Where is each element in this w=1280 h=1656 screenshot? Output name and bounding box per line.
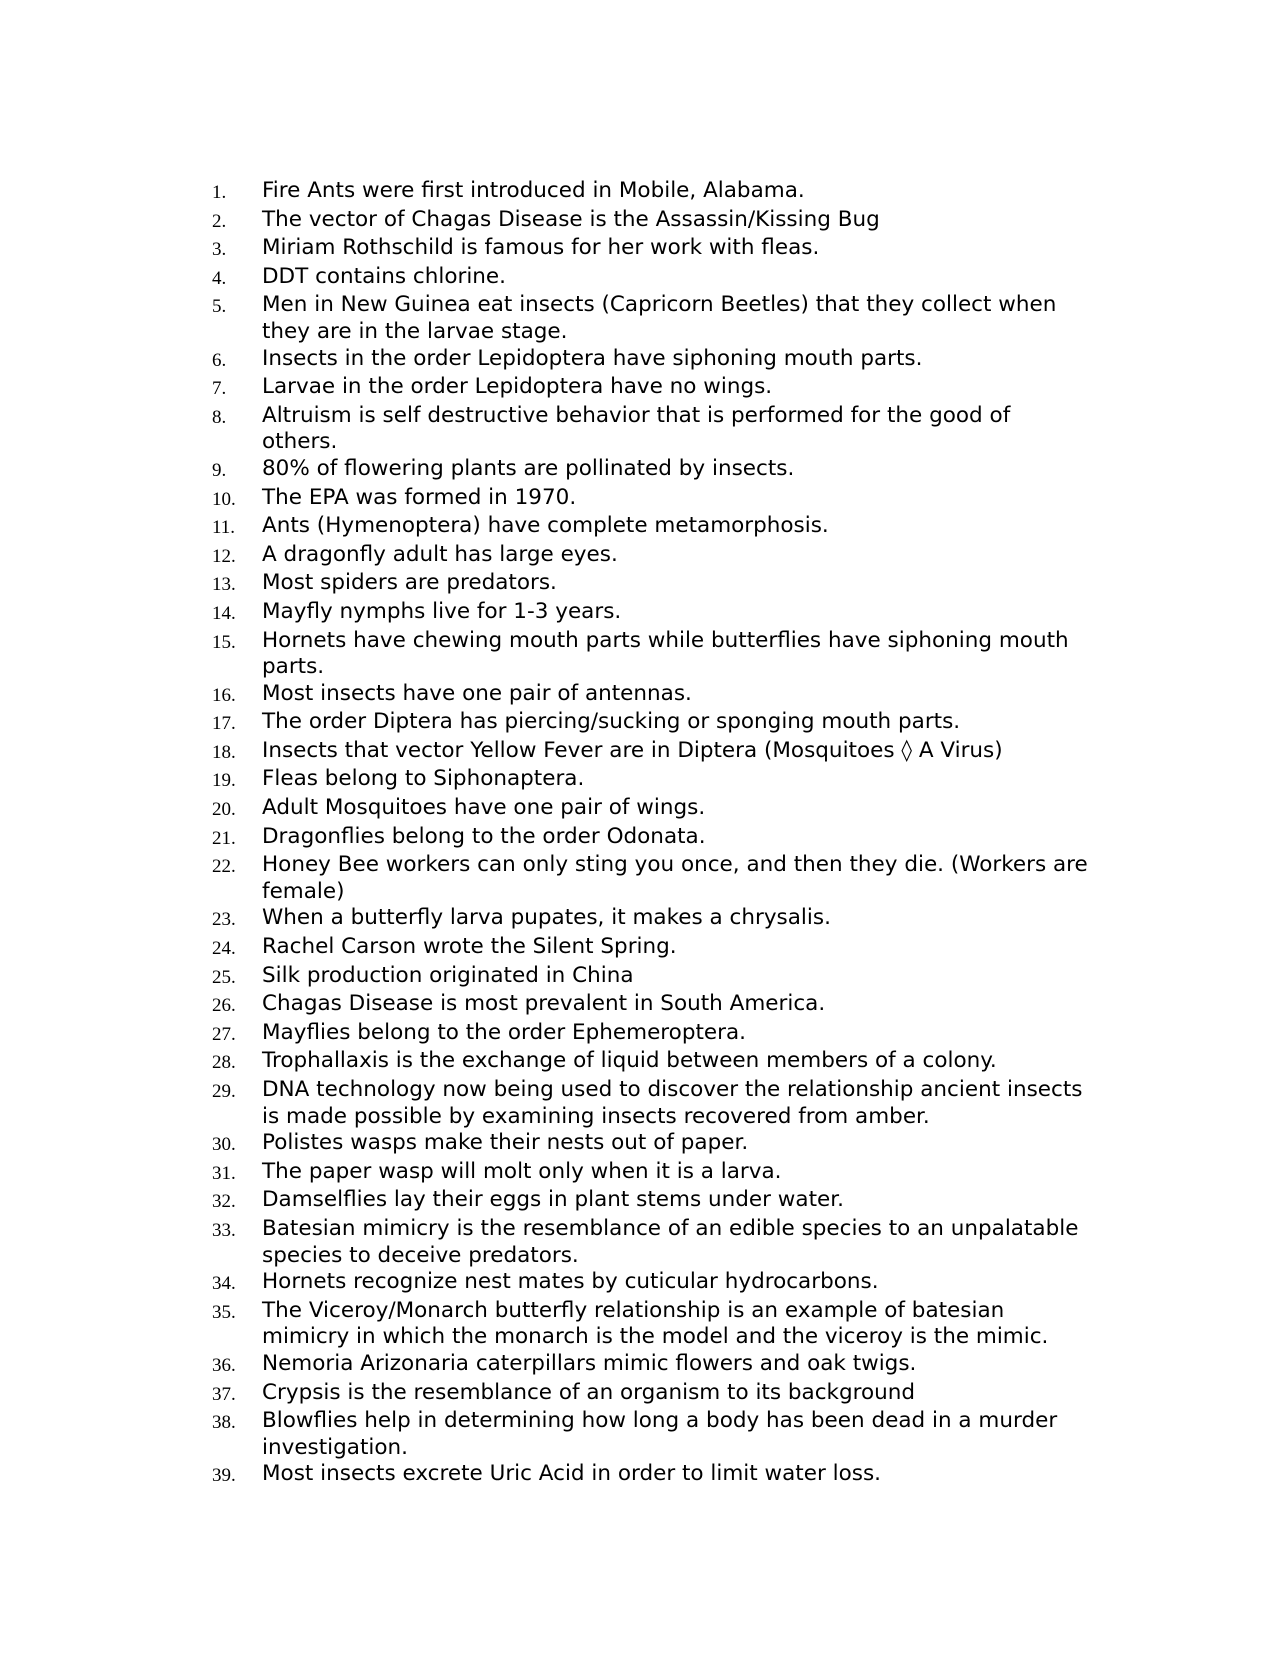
list-item [212, 824, 1092, 853]
list-item [212, 709, 1092, 738]
list-item-text: Silk production originated in China [262, 962, 634, 988]
list-item-number: 18. [212, 741, 236, 763]
list-item-number: 5. [212, 296, 227, 318]
list-item [212, 599, 1092, 628]
list-item [212, 1380, 1092, 1409]
list-item-number: 7. [212, 378, 227, 400]
list-item-text: DNA technology now being used to discover the relationship ancient insects is made possible by examining insects recovered from amber. [262, 1077, 1083, 1129]
list-item-text: Mayflies belong to the order Ephemeroptera. [262, 1019, 746, 1045]
list-item-text: Trophallaxis is the exchange of liquid between members of a colony. [262, 1048, 997, 1074]
list-item [212, 1187, 1092, 1216]
list-item-text: Men in New Guinea eat insects (Capricorn Beetles) that they collect when they are in the larvae stage. [262, 292, 1057, 344]
list-item-number: 21. [212, 827, 236, 849]
list-item-text: A dragonfly adult has large eyes. [262, 541, 618, 567]
list-item-number: 38. [212, 1412, 236, 1434]
list-item [212, 178, 1092, 207]
list-item-number: 1. [212, 182, 227, 203]
list-item [212, 292, 1092, 345]
list-item [212, 346, 1092, 375]
list-item-text: When a butterfly larva pupates, it makes a chrysalis. [262, 905, 831, 931]
list-item-number: 24. [212, 938, 236, 960]
list-item-number: 34. [212, 1273, 236, 1295]
list-item-number: 11. [212, 517, 236, 539]
list-item-text: 80% of flowering plants are pollinated by insects. [262, 455, 795, 481]
list-item-text: Nemoria Arizonaria caterpillars mimic flowers and oak twigs. [262, 1350, 917, 1376]
list-item-text: Damselflies lay their eggs in plant stems under water. [262, 1187, 844, 1213]
list-item-text: Blowflies help in determining how long a body has been dead in a murder investigation. [262, 1408, 1058, 1460]
list-item-number: 20. [212, 799, 236, 821]
list-item [212, 456, 1092, 485]
list-item-number: 22. [212, 856, 236, 878]
list-item-text: Chagas Disease is most prevalent in South America. [262, 991, 826, 1017]
list-item-number: 27. [212, 1023, 236, 1045]
list-item-text: The Viceroy/Monarch butterfly relationship is an example of batesian mimicry in which the monarch is the model and the viceroy is the mimic. [262, 1297, 1049, 1350]
list-item-text: The EPA was formed in 1970. [262, 484, 577, 510]
list-item-text: DDT contains chlorine. [262, 263, 506, 289]
list-item-text: Insects in the order Lepidoptera have siphoning mouth parts. [262, 345, 923, 371]
list-item [212, 738, 1092, 767]
list-item-text: Polistes wasps make their nests out of paper. [262, 1130, 749, 1156]
list-item [212, 905, 1092, 934]
list-item-text: Larvae in the order Lepidoptera have no wings. [262, 374, 773, 400]
list-item-number: 15. [212, 631, 236, 653]
list-item-number: 37. [212, 1383, 236, 1405]
list-item-number: 31. [212, 1162, 236, 1184]
list-item-number: 10. [212, 488, 236, 510]
list-item-text: Insects that vector Yellow Fever are in Diptera (Mosquitoes ◊ A Virus) [262, 737, 1003, 763]
list-item-text: Crypsis is the resemblance of an organism to its background [262, 1379, 916, 1405]
list-item-text: Hornets recognize nest mates by cuticular hydrocarbons. [262, 1269, 879, 1295]
list-item-number: 6. [212, 349, 227, 371]
list-item [212, 1077, 1092, 1130]
list-item [212, 795, 1092, 824]
list-item [212, 403, 1092, 456]
list-item [212, 542, 1092, 571]
list-item [212, 852, 1092, 905]
list-item-number: 12. [212, 545, 236, 567]
list-item [212, 963, 1092, 992]
list-item-number: 29. [212, 1081, 236, 1102]
list-item [212, 1298, 1092, 1351]
list-item-text: Altruism is self destructive behavior that is performed for the good of others. [262, 402, 1011, 455]
list-item-text: The order Diptera has piercing/sucking or sponging mouth parts. [262, 709, 961, 735]
list-item-number: 39. [212, 1465, 236, 1487]
list-item [212, 1159, 1092, 1188]
list-item-number: 25. [212, 966, 236, 988]
list-item-number: 26. [212, 995, 236, 1017]
list-item-text: Most insects have one pair of antennas. [262, 680, 692, 706]
list-item [212, 991, 1092, 1020]
list-item [212, 1269, 1092, 1298]
list-item [212, 628, 1092, 681]
list-item-number: 32. [212, 1191, 236, 1213]
list-item-number: 8. [212, 406, 227, 428]
list-item [212, 1351, 1092, 1380]
list-item [212, 485, 1092, 514]
list-item [212, 235, 1092, 264]
list-item [212, 1408, 1092, 1461]
list-item-number: 19. [212, 770, 236, 792]
list-item-number: 35. [212, 1301, 236, 1323]
list-item-text: The vector of Chagas Disease is the Assassin/Kissing Bug [262, 206, 880, 232]
list-item-number: 28. [212, 1052, 236, 1074]
list-item-text: Fire Ants were first introduced in Mobile, Alabama. [262, 178, 805, 203]
list-item [212, 1048, 1092, 1077]
list-item [212, 1020, 1092, 1049]
list-item-text: Miriam Rothschild is famous for her work with fleas. [262, 235, 820, 261]
list-item [212, 1130, 1092, 1159]
list-item [212, 570, 1092, 599]
list-item-number: 3. [212, 239, 227, 261]
list-item [212, 513, 1092, 542]
list-item-text: Batesian mimicry is the resemblance of an edible species to an unpalatable species to deceive predators. [262, 1215, 1079, 1268]
list-item-text: Adult Mosquitoes have one pair of wings. [262, 795, 706, 821]
list-item [212, 374, 1092, 403]
list-item [212, 766, 1092, 795]
list-item [212, 681, 1092, 710]
list-item-number: 33. [212, 1219, 236, 1241]
list-item-number: 17. [212, 713, 236, 735]
list-item [212, 1216, 1092, 1269]
list-item-number: 2. [212, 210, 227, 232]
list-item-text: Most insects excrete Uric Acid in order to limit water loss. [262, 1461, 881, 1487]
list-item-number: 4. [212, 267, 227, 289]
list-item-text: Honey Bee workers can only sting you once, and then they die. (Workers are female) [262, 852, 1088, 904]
list-item-text: Hornets have chewing mouth parts while butterflies have siphoning mouth parts. [262, 627, 1069, 680]
list-item-number: 14. [212, 602, 236, 624]
list-item-text: Rachel Carson wrote the Silent Spring. [262, 934, 677, 960]
list-item [212, 207, 1092, 236]
list-item-text: Fleas belong to Siphonaptera. [262, 766, 585, 792]
list-item-number: 13. [212, 574, 236, 596]
list-item-number: 36. [212, 1354, 236, 1376]
list-item-number: 30. [212, 1134, 236, 1156]
list-item [212, 1461, 1092, 1490]
list-item [212, 264, 1092, 293]
fact-list [212, 178, 1092, 1490]
list-item-text: Mayfly nymphs live for 1-3 years. [262, 598, 622, 624]
list-item-number: 16. [212, 684, 236, 706]
list-item-text: The paper wasp will molt only when it is a larva. [262, 1158, 782, 1184]
list-item-number: 23. [212, 909, 236, 931]
list-item [212, 934, 1092, 963]
list-item-text: Ants (Hymenoptera) have complete metamorphosis. [262, 513, 829, 539]
list-item-text: Dragonflies belong to the order Odonata. [262, 823, 706, 849]
list-item-number: 9. [212, 459, 227, 481]
list-item-text: Most spiders are predators. [262, 570, 557, 596]
